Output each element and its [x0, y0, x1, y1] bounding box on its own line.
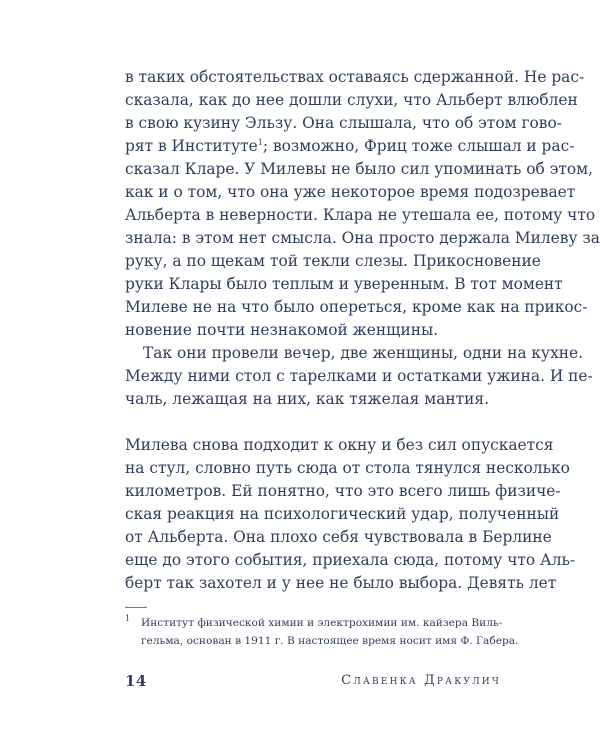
text-line: сказала, как до нее дошли слухи, что Альберт влюблен: [125, 91, 578, 109]
text-line: новение почти незнакомой женщины.: [125, 321, 439, 339]
text-line: Между ними стол с тарелками и остатками ужина. И пе-: [125, 367, 593, 385]
text-line: километров. Ей понятно, что это всего лишь физиче-: [125, 482, 561, 500]
footnote: [125, 614, 519, 650]
text-fragment: рят в Институте: [125, 137, 258, 155]
text-line: Так они провели вечер, две женщины, одни на кухне.: [143, 344, 584, 362]
text-line: [125, 135, 575, 158]
footnote-line: 1 Институт физической химии и электрохимии им. кайзера Виль-: [125, 614, 503, 629]
footnote-line: гельма, основан в 1911 г. В настоящее время носит имя Ф. Габера.: [141, 635, 519, 647]
text-line: еще до этого события, приехала сюда, потому что Аль-: [125, 551, 576, 569]
text-fragment: ; возможно, Фриц тоже слышал и рас-: [262, 137, 575, 155]
text-line: ская реакция на психологический удар, полученный: [125, 505, 560, 523]
text-line: Альберта в неверности. Клара не утешала ее, потому что: [125, 206, 596, 224]
text-line: от Альберта. Она плохо себя чувствовала в Берлине: [125, 528, 552, 546]
text-line: Милева снова подходит к окну и без сил опускается: [125, 436, 554, 454]
text-line: руку, а по щекам той текли слезы. Прикосновение: [125, 252, 541, 270]
footnote-divider: [125, 607, 147, 608]
text-line: в таких обстоятельствах оставаясь сдержанной. Не рас-: [125, 68, 585, 86]
body-text: [125, 66, 600, 595]
text-line: в свою кузину Эльзу. Она слышала, что об этом гово-: [125, 114, 562, 132]
text-line: как и о том, что она уже некоторое время подозревает: [125, 183, 576, 201]
text-line: знала: в этом нет смысла. Она просто держала Милеву за: [125, 229, 600, 247]
text-line: на стул, словно путь сюда от стола тянулся несколько: [125, 459, 570, 477]
text-line: сказал Кларе. У Милевы не было сил упоминать об этом,: [125, 160, 593, 178]
footnote-reference[interactable]: 1: [257, 137, 263, 147]
text-line: берт так захотел и у нее не было выбора. Девять лет: [125, 574, 557, 592]
text-line: руки Клары было теплым и уверенным. В тот момент: [125, 275, 563, 293]
running-head: Славенка Дракулич: [341, 673, 501, 688]
text-line: Милеве не на что было опереться, кроме как на прикос-: [125, 298, 588, 316]
text-line: чаль, лежащая на них, как тяжелая мантия.: [125, 390, 490, 408]
footnote-text: Институт физической химии и электрохимии им. кайзера Виль-: [141, 617, 503, 629]
page-number: 14: [125, 672, 147, 690]
section-break: [125, 411, 501, 434]
